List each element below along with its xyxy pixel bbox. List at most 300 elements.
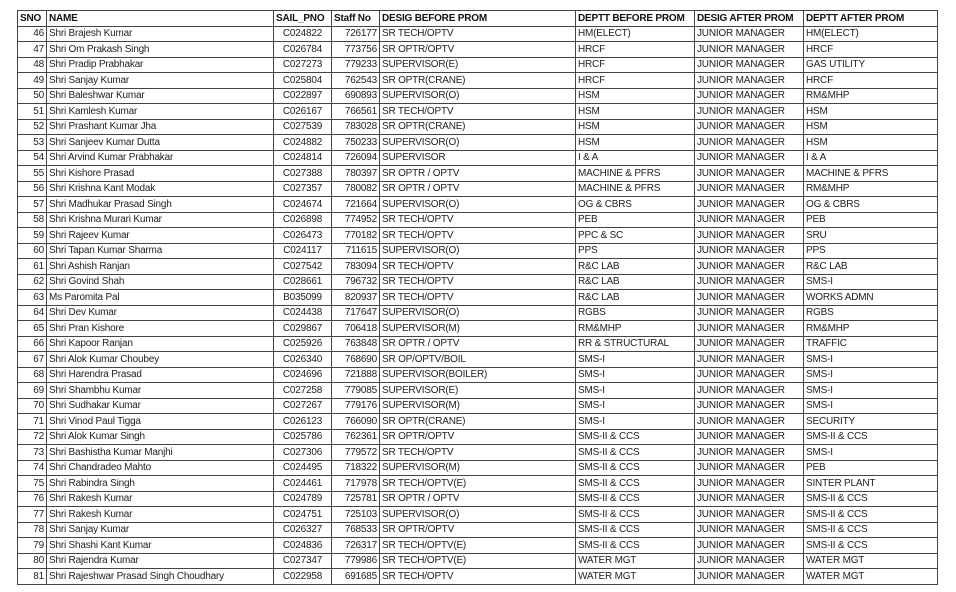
header-desig-after: DESIG AFTER PROM <box>695 11 804 27</box>
desig-before-cell: SUPERVISOR(BOILER) <box>380 367 576 383</box>
table-row <box>18 274 938 290</box>
sno-cell: 59 <box>18 228 47 244</box>
desig-before-cell: SR OPTR / OPTV <box>380 181 576 197</box>
desig-after-cell: JUNIOR MANAGER <box>695 73 804 89</box>
sno-cell: 71 <box>18 414 47 430</box>
deptt-after-cell: PEB <box>804 212 938 228</box>
sno-cell: 55 <box>18 166 47 182</box>
name-cell: Shri Sanjeev Kumar Dutta <box>47 135 274 151</box>
deptt-after-cell: SMS-II & CCS <box>804 538 938 554</box>
desig-before-cell: SUPERVISOR(O) <box>380 197 576 213</box>
staff-no-cell: 780397 <box>332 166 380 182</box>
table-row <box>18 212 938 228</box>
table-row <box>18 569 938 585</box>
sno-cell: 67 <box>18 352 47 368</box>
desig-after-cell: JUNIOR MANAGER <box>695 305 804 321</box>
sail-pno-cell: C027388 <box>274 166 332 182</box>
deptt-before-cell: PEB <box>576 212 695 228</box>
sail-pno-cell: B035099 <box>274 290 332 306</box>
sail-pno-cell: C027357 <box>274 181 332 197</box>
desig-after-cell: JUNIOR MANAGER <box>695 445 804 461</box>
deptt-before-cell: HM(ELECT) <box>576 26 695 42</box>
name-cell: Shri Harendra Prasad <box>47 367 274 383</box>
desig-before-cell: SR TECH/OPTV <box>380 274 576 290</box>
deptt-after-cell: SMS-I <box>804 398 938 414</box>
sail-pno-cell: C029867 <box>274 321 332 337</box>
sno-cell: 58 <box>18 212 47 228</box>
deptt-after-cell: PEB <box>804 460 938 476</box>
desig-before-cell: SUPERVISOR(O) <box>380 88 576 104</box>
deptt-after-cell: SMS-I <box>804 274 938 290</box>
name-cell: Shri Kishore Prasad <box>47 166 274 182</box>
name-cell: Shri Sudhakar Kumar <box>47 398 274 414</box>
desig-before-cell: SR TECH/OPTV <box>380 212 576 228</box>
name-cell: Shri Shashi Kant Kumar <box>47 538 274 554</box>
deptt-before-cell: HSM <box>576 88 695 104</box>
table-row <box>18 321 938 337</box>
desig-after-cell: JUNIOR MANAGER <box>695 367 804 383</box>
sno-cell: 63 <box>18 290 47 306</box>
sail-pno-cell: C024438 <box>274 305 332 321</box>
deptt-after-cell: SMS-I <box>804 352 938 368</box>
sail-pno-cell: C026784 <box>274 42 332 58</box>
deptt-after-cell: PPS <box>804 243 938 259</box>
sno-cell: 46 <box>18 26 47 42</box>
staff-no-cell: 779233 <box>332 57 380 73</box>
sail-pno-cell: C028661 <box>274 274 332 290</box>
table-row <box>18 135 938 151</box>
staff-no-cell: 783094 <box>332 259 380 275</box>
staff-no-cell: 780082 <box>332 181 380 197</box>
desig-before-cell: SR TECH/OPTV <box>380 228 576 244</box>
sail-pno-cell: C027267 <box>274 398 332 414</box>
desig-after-cell: JUNIOR MANAGER <box>695 166 804 182</box>
table-row <box>18 445 938 461</box>
deptt-after-cell: SECURITY <box>804 414 938 430</box>
desig-before-cell: SR TECH/OPTV <box>380 259 576 275</box>
deptt-before-cell: R&C LAB <box>576 290 695 306</box>
table-row <box>18 429 938 445</box>
sail-pno-cell: C027273 <box>274 57 332 73</box>
table-row <box>18 507 938 523</box>
sail-pno-cell: C024461 <box>274 476 332 492</box>
sno-cell: 60 <box>18 243 47 259</box>
name-cell: Shri Pran Kishore <box>47 321 274 337</box>
sno-cell: 48 <box>18 57 47 73</box>
desig-before-cell: SUPERVISOR(O) <box>380 135 576 151</box>
deptt-before-cell: R&C LAB <box>576 274 695 290</box>
sno-cell: 52 <box>18 119 47 135</box>
desig-after-cell: JUNIOR MANAGER <box>695 259 804 275</box>
deptt-after-cell: SMS-II & CCS <box>804 429 938 445</box>
sail-pno-cell: C027542 <box>274 259 332 275</box>
sail-pno-cell: C024117 <box>274 243 332 259</box>
sail-pno-cell: C025804 <box>274 73 332 89</box>
desig-after-cell: JUNIOR MANAGER <box>695 491 804 507</box>
desig-after-cell: JUNIOR MANAGER <box>695 104 804 120</box>
table-row <box>18 522 938 538</box>
name-cell: Shri Baleshwar Kumar <box>47 88 274 104</box>
name-cell: Shri Arvind Kumar Prabhakar <box>47 150 274 166</box>
header-deptt-before: DEPTT BEFORE PROM <box>576 11 695 27</box>
sno-cell: 53 <box>18 135 47 151</box>
deptt-before-cell: SMS-II & CCS <box>576 507 695 523</box>
desig-after-cell: JUNIOR MANAGER <box>695 460 804 476</box>
sno-cell: 66 <box>18 336 47 352</box>
desig-after-cell: JUNIOR MANAGER <box>695 181 804 197</box>
sno-cell: 73 <box>18 445 47 461</box>
desig-before-cell: SUPERVISOR(O) <box>380 507 576 523</box>
deptt-before-cell: RGBS <box>576 305 695 321</box>
desig-after-cell: JUNIOR MANAGER <box>695 135 804 151</box>
desig-before-cell: SUPERVISOR(E) <box>380 57 576 73</box>
staff-no-cell: 726177 <box>332 26 380 42</box>
sail-pno-cell: C025926 <box>274 336 332 352</box>
desig-after-cell: JUNIOR MANAGER <box>695 507 804 523</box>
header-desig-before: DESIG BEFORE PROM <box>380 11 576 27</box>
desig-after-cell: JUNIOR MANAGER <box>695 197 804 213</box>
promotion-table <box>17 10 938 585</box>
sail-pno-cell: C027539 <box>274 119 332 135</box>
sail-pno-cell: C024789 <box>274 491 332 507</box>
sno-cell: 54 <box>18 150 47 166</box>
name-cell: Shri Pradip Prabhakar <box>47 57 274 73</box>
staff-no-cell: 770182 <box>332 228 380 244</box>
staff-no-cell: 725781 <box>332 491 380 507</box>
deptt-after-cell: WATER MGT <box>804 569 938 585</box>
table-body <box>18 26 938 584</box>
deptt-before-cell: SMS-I <box>576 383 695 399</box>
name-cell: Shri Rabindra Singh <box>47 476 274 492</box>
name-cell: Shri Vinod Paul Tigga <box>47 414 274 430</box>
staff-no-cell: 763848 <box>332 336 380 352</box>
staff-no-cell: 691685 <box>332 569 380 585</box>
table-row <box>18 398 938 414</box>
name-cell: Shri Brajesh Kumar <box>47 26 274 42</box>
deptt-after-cell: OG & CBRS <box>804 197 938 213</box>
sail-pno-cell: C024836 <box>274 538 332 554</box>
sno-cell: 74 <box>18 460 47 476</box>
sno-cell: 49 <box>18 73 47 89</box>
desig-after-cell: JUNIOR MANAGER <box>695 228 804 244</box>
desig-after-cell: JUNIOR MANAGER <box>695 398 804 414</box>
sail-pno-cell: C022958 <box>274 569 332 585</box>
desig-before-cell: SR TECH/OPTV(E) <box>380 553 576 569</box>
sail-pno-cell: C026340 <box>274 352 332 368</box>
deptt-before-cell: WATER MGT <box>576 553 695 569</box>
sno-cell: 81 <box>18 569 47 585</box>
desig-before-cell: SUPERVISOR(M) <box>380 321 576 337</box>
desig-before-cell: SR OPTR/OPTV <box>380 522 576 538</box>
name-cell: Shri Ashish Ranjan <box>47 259 274 275</box>
table-row <box>18 57 938 73</box>
staff-no-cell: 721888 <box>332 367 380 383</box>
table-row <box>18 259 938 275</box>
table-row <box>18 150 938 166</box>
deptt-after-cell: RM&MHP <box>804 181 938 197</box>
sno-cell: 70 <box>18 398 47 414</box>
staff-no-cell: 768690 <box>332 352 380 368</box>
desig-before-cell: SR OPTR/OPTV <box>380 429 576 445</box>
deptt-before-cell: SMS-I <box>576 398 695 414</box>
table-row <box>18 243 938 259</box>
table-row <box>18 414 938 430</box>
staff-no-cell: 766561 <box>332 104 380 120</box>
sno-cell: 77 <box>18 507 47 523</box>
deptt-before-cell: SMS-II & CCS <box>576 538 695 554</box>
desig-after-cell: JUNIOR MANAGER <box>695 26 804 42</box>
staff-no-cell: 711615 <box>332 243 380 259</box>
deptt-after-cell: HM(ELECT) <box>804 26 938 42</box>
deptt-after-cell: SMS-I <box>804 445 938 461</box>
name-cell: Shri Prashant Kumar Jha <box>47 119 274 135</box>
desig-before-cell: SR OPTR(CRANE) <box>380 119 576 135</box>
deptt-after-cell: RGBS <box>804 305 938 321</box>
deptt-before-cell: HRCF <box>576 42 695 58</box>
table-row <box>18 104 938 120</box>
header-deptt-after: DEPTT AFTER PROM <box>804 11 938 27</box>
deptt-before-cell: SMS-I <box>576 414 695 430</box>
sail-pno-cell: C026898 <box>274 212 332 228</box>
deptt-before-cell: HRCF <box>576 57 695 73</box>
deptt-after-cell: I & A <box>804 150 938 166</box>
name-cell: Shri Rajeev Kumar <box>47 228 274 244</box>
desig-after-cell: JUNIOR MANAGER <box>695 57 804 73</box>
name-cell: Shri Rajendra Kumar <box>47 553 274 569</box>
sno-cell: 65 <box>18 321 47 337</box>
desig-before-cell: SUPERVISOR(M) <box>380 398 576 414</box>
desig-before-cell: SUPERVISOR(O) <box>380 243 576 259</box>
sail-pno-cell: C025786 <box>274 429 332 445</box>
table-row <box>18 42 938 58</box>
desig-after-cell: JUNIOR MANAGER <box>695 321 804 337</box>
table-row <box>18 491 938 507</box>
table-row <box>18 290 938 306</box>
name-cell: Shri Alok Kumar Singh <box>47 429 274 445</box>
desig-after-cell: JUNIOR MANAGER <box>695 274 804 290</box>
deptt-after-cell: WATER MGT <box>804 553 938 569</box>
header-sail-pno: SAIL_PNO <box>274 11 332 27</box>
deptt-after-cell: HRCF <box>804 73 938 89</box>
desig-after-cell: JUNIOR MANAGER <box>695 553 804 569</box>
deptt-before-cell: PPC & SC <box>576 228 695 244</box>
desig-after-cell: JUNIOR MANAGER <box>695 383 804 399</box>
staff-no-cell: 774952 <box>332 212 380 228</box>
sno-cell: 57 <box>18 197 47 213</box>
desig-before-cell: SUPERVISOR <box>380 150 576 166</box>
table-row <box>18 383 938 399</box>
sail-pno-cell: C026473 <box>274 228 332 244</box>
sno-cell: 61 <box>18 259 47 275</box>
desig-before-cell: SUPERVISOR(O) <box>380 305 576 321</box>
sail-pno-cell: C024495 <box>274 460 332 476</box>
header-sno: SNO <box>18 11 47 27</box>
name-cell: Shri Rajeshwar Prasad Singh Choudhary <box>47 569 274 585</box>
desig-after-cell: JUNIOR MANAGER <box>695 243 804 259</box>
deptt-after-cell: RM&MHP <box>804 321 938 337</box>
table-row <box>18 553 938 569</box>
deptt-before-cell: SMS-II & CCS <box>576 491 695 507</box>
deptt-after-cell: SINTER PLANT <box>804 476 938 492</box>
sail-pno-cell: C024696 <box>274 367 332 383</box>
name-cell: Ms Paromita Pal <box>47 290 274 306</box>
table-row <box>18 88 938 104</box>
sno-cell: 72 <box>18 429 47 445</box>
table-row <box>18 197 938 213</box>
staff-no-cell: 690893 <box>332 88 380 104</box>
table-row <box>18 367 938 383</box>
deptt-before-cell: PPS <box>576 243 695 259</box>
deptt-after-cell: SMS-II & CCS <box>804 491 938 507</box>
sail-pno-cell: C026167 <box>274 104 332 120</box>
name-cell: Shri Sanjay Kumar <box>47 522 274 538</box>
desig-before-cell: SUPERVISOR(M) <box>380 460 576 476</box>
desig-after-cell: JUNIOR MANAGER <box>695 414 804 430</box>
sail-pno-cell: C024674 <box>274 197 332 213</box>
deptt-after-cell: HSM <box>804 104 938 120</box>
sno-cell: 56 <box>18 181 47 197</box>
deptt-before-cell: HRCF <box>576 73 695 89</box>
desig-after-cell: JUNIOR MANAGER <box>695 522 804 538</box>
deptt-before-cell: HSM <box>576 104 695 120</box>
sno-cell: 50 <box>18 88 47 104</box>
deptt-before-cell: SMS-I <box>576 352 695 368</box>
sail-pno-cell: C026123 <box>274 414 332 430</box>
table-row <box>18 538 938 554</box>
deptt-after-cell: SMS-II & CCS <box>804 522 938 538</box>
sno-cell: 75 <box>18 476 47 492</box>
name-cell: Shri Tapan Kumar Sharma <box>47 243 274 259</box>
sail-pno-cell: C024814 <box>274 150 332 166</box>
deptt-before-cell: SMS-II & CCS <box>576 445 695 461</box>
sno-cell: 69 <box>18 383 47 399</box>
deptt-before-cell: WATER MGT <box>576 569 695 585</box>
desig-after-cell: JUNIOR MANAGER <box>695 150 804 166</box>
name-cell: Shri Krishna Kant Modak <box>47 181 274 197</box>
staff-no-cell: 717647 <box>332 305 380 321</box>
staff-no-cell: 779176 <box>332 398 380 414</box>
desig-before-cell: SR OPTR(CRANE) <box>380 414 576 430</box>
deptt-before-cell: HSM <box>576 135 695 151</box>
name-cell: Shri Sanjay Kumar <box>47 73 274 89</box>
deptt-after-cell: SMS-I <box>804 367 938 383</box>
table-row <box>18 460 938 476</box>
desig-after-cell: JUNIOR MANAGER <box>695 352 804 368</box>
sail-pno-cell: C027306 <box>274 445 332 461</box>
sno-cell: 76 <box>18 491 47 507</box>
name-cell: Shri Govind Shah <box>47 274 274 290</box>
name-cell: Shri Bashistha Kumar Manjhi <box>47 445 274 461</box>
table-row <box>18 352 938 368</box>
table-row <box>18 305 938 321</box>
deptt-before-cell: MACHINE & PFRS <box>576 181 695 197</box>
desig-before-cell: SR OPTR/OPTV <box>380 42 576 58</box>
deptt-before-cell: HSM <box>576 119 695 135</box>
desig-before-cell: SR TECH/OPTV <box>380 445 576 461</box>
deptt-after-cell: RM&MHP <box>804 88 938 104</box>
desig-before-cell: SR TECH/OPTV <box>380 290 576 306</box>
sno-cell: 51 <box>18 104 47 120</box>
name-cell: Shri Kapoor Ranjan <box>47 336 274 352</box>
staff-no-cell: 779085 <box>332 383 380 399</box>
name-cell: Shri Shambhu Kumar <box>47 383 274 399</box>
deptt-after-cell: WORKS ADMN <box>804 290 938 306</box>
table-row <box>18 73 938 89</box>
desig-after-cell: JUNIOR MANAGER <box>695 476 804 492</box>
deptt-after-cell: SMS-I <box>804 383 938 399</box>
staff-no-cell: 773756 <box>332 42 380 58</box>
deptt-before-cell: RR & STRUCTURAL <box>576 336 695 352</box>
desig-after-cell: JUNIOR MANAGER <box>695 336 804 352</box>
deptt-after-cell: HRCF <box>804 42 938 58</box>
staff-no-cell: 796732 <box>332 274 380 290</box>
sno-cell: 62 <box>18 274 47 290</box>
desig-after-cell: JUNIOR MANAGER <box>695 42 804 58</box>
staff-no-cell: 726094 <box>332 150 380 166</box>
table-row <box>18 228 938 244</box>
staff-no-cell: 721664 <box>332 197 380 213</box>
staff-no-cell: 779572 <box>332 445 380 461</box>
desig-after-cell: JUNIOR MANAGER <box>695 290 804 306</box>
staff-no-cell: 717978 <box>332 476 380 492</box>
name-cell: Shri Om Prakash Singh <box>47 42 274 58</box>
sail-pno-cell: C027258 <box>274 383 332 399</box>
sno-cell: 80 <box>18 553 47 569</box>
desig-before-cell: SR OPTR / OPTV <box>380 491 576 507</box>
desig-before-cell: SR TECH/OPTV(E) <box>380 476 576 492</box>
deptt-before-cell: SMS-II & CCS <box>576 460 695 476</box>
deptt-before-cell: I & A <box>576 150 695 166</box>
name-cell: Shri Madhukar Prasad Singh <box>47 197 274 213</box>
staff-no-cell: 718322 <box>332 460 380 476</box>
table-row <box>18 336 938 352</box>
staff-no-cell: 779986 <box>332 553 380 569</box>
deptt-after-cell: MACHINE & PFRS <box>804 166 938 182</box>
desig-after-cell: JUNIOR MANAGER <box>695 538 804 554</box>
staff-no-cell: 725103 <box>332 507 380 523</box>
desig-before-cell: SR OPTR / OPTV <box>380 166 576 182</box>
desig-after-cell: JUNIOR MANAGER <box>695 88 804 104</box>
sno-cell: 47 <box>18 42 47 58</box>
deptt-before-cell: OG & CBRS <box>576 197 695 213</box>
deptt-after-cell: SMS-II & CCS <box>804 507 938 523</box>
staff-no-cell: 726317 <box>332 538 380 554</box>
desig-before-cell: SR TECH/OPTV(E) <box>380 538 576 554</box>
sno-cell: 78 <box>18 522 47 538</box>
desig-before-cell: SR TECH/OPTV <box>380 26 576 42</box>
table-row <box>18 26 938 42</box>
desig-before-cell: SR OP/OPTV/BOIL <box>380 352 576 368</box>
desig-before-cell: SR OPTR / OPTV <box>380 336 576 352</box>
desig-after-cell: JUNIOR MANAGER <box>695 212 804 228</box>
deptt-after-cell: HSM <box>804 119 938 135</box>
deptt-after-cell: TRAFFIC <box>804 336 938 352</box>
deptt-before-cell: SMS-II & CCS <box>576 522 695 538</box>
table-row <box>18 119 938 135</box>
desig-before-cell: SR OPTR(CRANE) <box>380 73 576 89</box>
name-cell: Shri Alok Kumar Choubey <box>47 352 274 368</box>
name-cell: Shri Krishna Murari Kumar <box>47 212 274 228</box>
deptt-before-cell: RM&MHP <box>576 321 695 337</box>
desig-after-cell: JUNIOR MANAGER <box>695 119 804 135</box>
sail-pno-cell: C026327 <box>274 522 332 538</box>
sail-pno-cell: C022897 <box>274 88 332 104</box>
name-cell: Shri Rakesh Kumar <box>47 491 274 507</box>
table-row <box>18 476 938 492</box>
deptt-after-cell: HSM <box>804 135 938 151</box>
table-row <box>18 181 938 197</box>
name-cell: Shri Chandradeo Mahto <box>47 460 274 476</box>
